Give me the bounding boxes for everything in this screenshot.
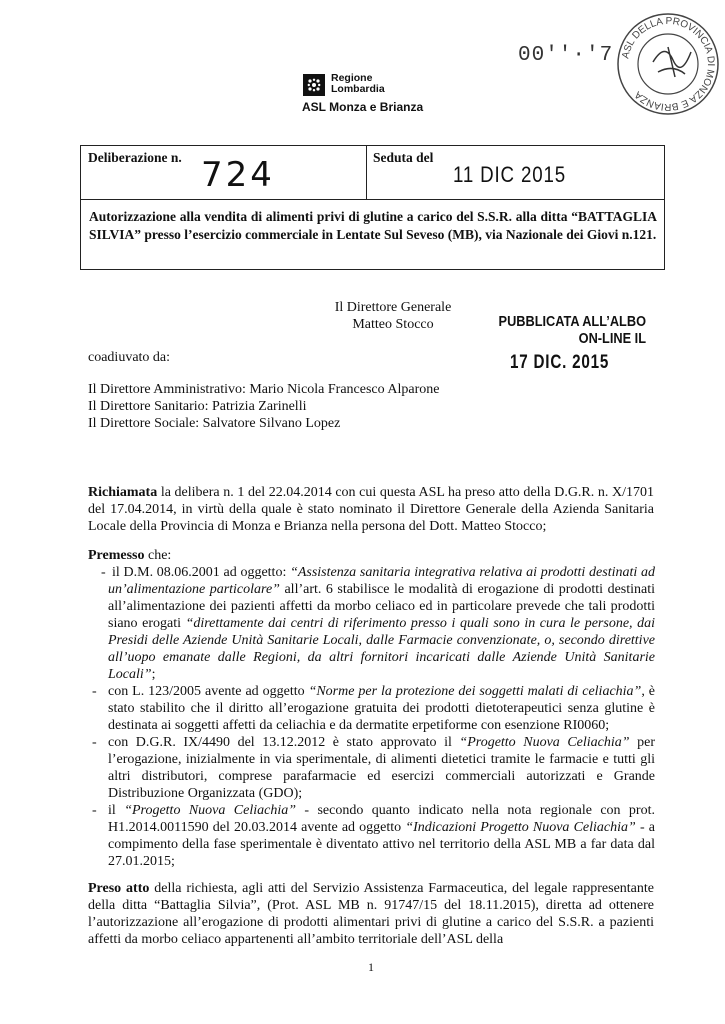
richiamata-text: la delibera n. 1 del 22.04.2014 con cui questa ASL ha preso atto della D.G.R. n. X/1701 del 17.04.2014, in virtù della quale è stato nominato il Direttore Generale della Azienda Sanitaria Locale della Provincia di Monza e Brianza nella persona del Dott. Matteo Stocco; bbox=[88, 485, 654, 534]
item3-text-a: con D.G.R. IX/4490 del 13.12.2012 è stato approvato il bbox=[108, 735, 460, 750]
director-sanitario: Il Direttore Sanitario: Patrizia Zarinelli bbox=[88, 399, 307, 414]
item4-quote-d: “Indicazioni Progetto Nuova Celiachia” bbox=[405, 820, 636, 835]
item4-text-a: il bbox=[108, 803, 125, 818]
item1-text-e: ; bbox=[151, 667, 156, 682]
item1-quote-d: “direttamente dai centri di riferimento presso i quali sono in cura le persone, dai Presidi delle Aziende Unità Sanitarie Locali, dalle Farmacie convenzionate, o, secondo direttive all’uopo emanate dalle Regioni, da altri fornitori incaricati dalle Aziende Unità Sanitarie Locali” bbox=[108, 616, 656, 682]
premesso-lead: Premesso bbox=[88, 548, 145, 563]
directors-list bbox=[88, 381, 648, 432]
item4-text-c: - secondo quanto indicato nella nota regionale con prot. H1.2014.0011590 del 20.03.2014 avente ad oggetto bbox=[108, 803, 655, 835]
item2-text-c: , è stato stabilito che il diritto all’erogazione gratuita dei prodotti dietoterapeutici senza glutine è destinata ai soggetti affetti da celiachia e da dermatite erpetiforme con esenzione RI0060; bbox=[108, 684, 656, 733]
signature-scribble bbox=[653, 47, 691, 77]
premesso-item-1 bbox=[108, 564, 655, 683]
dg-title: Il Direttore Generale bbox=[334, 300, 452, 315]
deliberazione-number: 724 bbox=[201, 155, 275, 195]
publication-stamp bbox=[491, 314, 646, 348]
premesso-lead-rest: che: bbox=[144, 548, 172, 563]
asl-name: ASL Monza e Brianza bbox=[302, 100, 424, 114]
deliberation-header-box bbox=[80, 145, 665, 270]
page-number: 1 bbox=[368, 960, 374, 974]
svg-text:ASL DELLA PROVINCIA DI MONZA E bbox=[620, 16, 716, 112]
item4-text-e: - a compimento della fase sperimentale è diventato attivo nel territorio della ASL MB a far data dal 27.01.2015; bbox=[108, 820, 655, 869]
albo-line-1: PUBBLICATA ALL’ALBO bbox=[498, 314, 646, 330]
region-line-2: Lombardia bbox=[331, 83, 385, 95]
premesso-heading bbox=[88, 547, 171, 564]
premesso-item-2 bbox=[108, 683, 655, 734]
director-sociale: Il Direttore Sociale: Salvatore Silvano Lopez bbox=[88, 416, 341, 431]
richiamata-paragraph bbox=[88, 484, 654, 535]
director-general-block bbox=[318, 299, 468, 333]
preso-atto-lead: Preso atto bbox=[88, 881, 150, 896]
premesso-item-3 bbox=[108, 734, 655, 802]
regione-lombardia-logo bbox=[303, 74, 325, 96]
item2-quote-b: “Norme per la protezione dei soggetti malati di celiachia” bbox=[308, 684, 642, 699]
bullet-dash: - bbox=[92, 803, 97, 818]
item1-quote-b: “Assistenza sanitaria integrativa relativa ai prodotti destinati ad un’alimentazione particolare” bbox=[108, 565, 655, 597]
item3-text-c: per l’erogazione, inizialmente in via sperimentale, di alimenti dietetici tramite le farmacie e tutti gli altri distributori, comprese parafarmacie ed esercizi commerciali autorizzati e Grande Distribuzione Organizzata (GDO); bbox=[108, 735, 655, 801]
bullet-dash: - bbox=[92, 684, 97, 699]
publication-date: 17 DIC. 2015 bbox=[510, 352, 610, 373]
rosa-camuna-icon bbox=[307, 78, 321, 92]
bullet-dash: - bbox=[92, 735, 97, 750]
protocol-stamp-number: 00′′·′7 bbox=[518, 44, 614, 67]
official-seal-stamp bbox=[613, 2, 723, 122]
preso-atto-text: della richiesta, agli atti del Servizio Assistenza Farmaceutica, del legale rappresentante della ditta “Battaglia Silvia”, (Prot. ASL MB n. 91747/15 del 18.11.2015), diretta ad ottenere l’autorizzazione all’erogazione di prodotti alimentari privi di glutine a carico del S.S.R. a pazienti affetti da morbo celiaco appartenenti all’ambito territoriale dell’ASL della bbox=[88, 881, 654, 947]
albo-line-2: ON-LINE IL bbox=[578, 331, 646, 347]
bullet-dash: - bbox=[101, 565, 106, 580]
coadiuvato-label: coadiuvato da: bbox=[88, 350, 171, 365]
item4-quote-b: “Progetto Nuova Celiachia” bbox=[124, 803, 297, 818]
item2-text-a: con L. 123/2005 avente ad oggetto bbox=[108, 684, 309, 699]
region-line-1: Regione bbox=[331, 72, 373, 84]
deliberation-subject: Autorizzazione alla vendita di alimenti privi di glutine a carico del S.S.R. alla ditta “BATTAGLIA SILVIA” presso l’esercizio commerciale in Lentate Sul Seveso (MB), via Nazionale dei Giovi n.121. bbox=[89, 209, 657, 242]
deliberazione-label: Deliberazione n. bbox=[88, 150, 182, 165]
preso-atto-paragraph bbox=[88, 880, 654, 948]
seduta-label: Seduta del bbox=[373, 150, 434, 165]
director-amministrativo: Il Direttore Amministrativo: Mario Nicola Francesco Alparone bbox=[88, 382, 440, 397]
premesso-item-4 bbox=[108, 802, 655, 870]
seal-text: ASL DELLA PROVINCIA DI MONZA E BRIANZA bbox=[620, 15, 717, 113]
item3-quote-b: “Progetto Nuova Celiachia” bbox=[459, 735, 630, 750]
dg-name: Matteo Stocco bbox=[352, 317, 434, 332]
seduta-date-stamp: 11 DIC 2015 bbox=[453, 162, 566, 187]
richiamata-lead: Richiamata bbox=[88, 485, 158, 500]
region-name bbox=[331, 73, 385, 95]
item1-text-a: il D.M. 08.06.2001 ad oggetto: bbox=[112, 565, 291, 580]
item1-text-c: all’art. 6 stabilisce le modalità di erogazione di prodotti destinati all’alimentazione dei pazienti affetti da morbo celiaco ed in particolare prevede che tali prodotti siano erogati bbox=[108, 582, 655, 631]
